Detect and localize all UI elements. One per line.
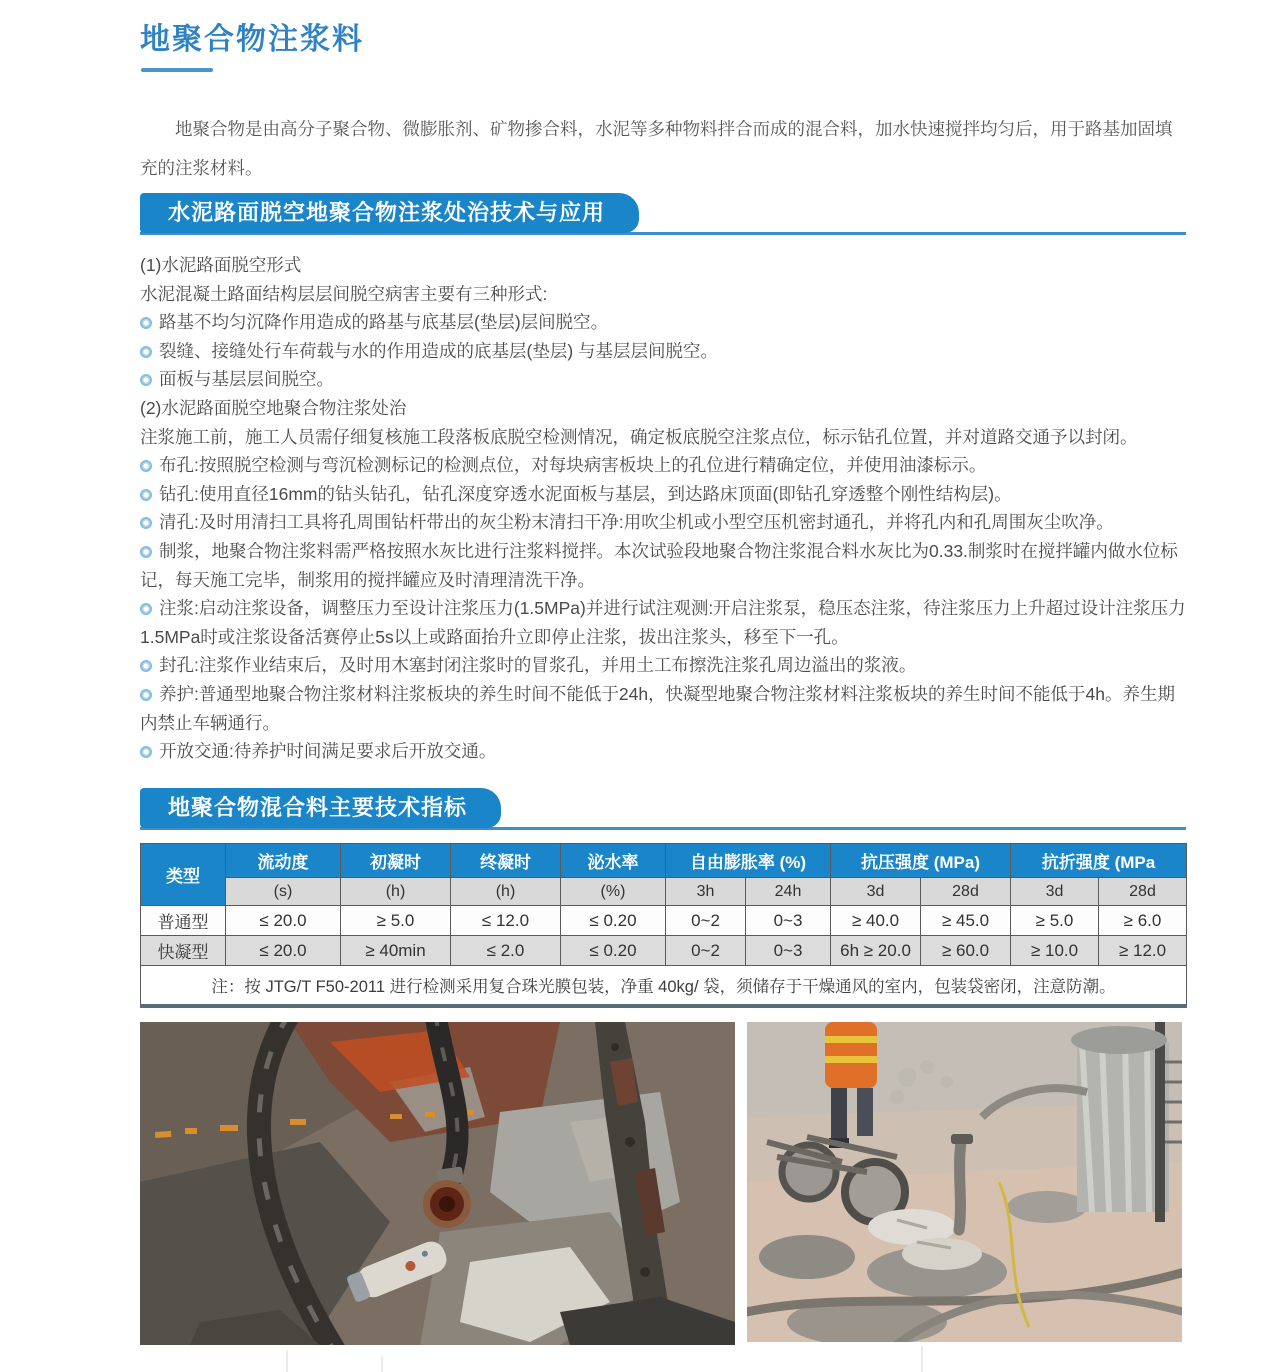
bullet-ring-icon xyxy=(140,746,152,758)
grouting-site-photo xyxy=(747,1022,1182,1342)
intro-paragraph: 地聚合物是由高分子聚合物、微膨胀剂、矿物掺合料，水泥等多种物料拌合而成的混合料，加水快速搅拌均匀后，用于路基加固填充的注浆材料。 xyxy=(140,119,1173,178)
bullet-ring-icon xyxy=(140,346,152,358)
col-header-type: 类型 xyxy=(141,844,226,906)
cell: ≥ 5.0 xyxy=(341,906,451,936)
bullet-ring-icon xyxy=(140,660,152,672)
cell: 0~3 xyxy=(746,906,831,936)
sub-header-age: 24h xyxy=(746,878,831,906)
sub-header-age: 3d xyxy=(1011,878,1099,906)
row-label: 快凝型 xyxy=(141,936,226,966)
cell: ≥ 45.0 xyxy=(921,906,1011,936)
cell: ≤ 0.20 xyxy=(561,906,666,936)
table-note: 注：按 JTG/T F50-2011 进行检测采用复合珠光膜包装，净重 40kg/ 袋，须储存于干燥通风的室内，包装袋密闭，注意防潮。 xyxy=(141,966,1187,1006)
scan-artifact-line xyxy=(921,1346,923,1372)
col-header-final-set: 终凝时 xyxy=(451,844,561,878)
section-banner-specs xyxy=(140,788,1186,830)
sub-header-unit: (%) xyxy=(561,878,666,906)
process-line xyxy=(140,594,1186,651)
process-line-text: 布孔:按照脱空检测与弯沉检测标记的检测点位，对每块病害板块上的孔位进行精确定位，并使用油漆标示。 xyxy=(159,455,987,476)
col-header-flexural: 抗折强度 (MPa xyxy=(1011,844,1187,878)
process-line xyxy=(140,251,1186,280)
bullet-ring-icon xyxy=(140,546,152,558)
process-line-text: 开放交通:待养护时间满足要求后开放交通。 xyxy=(159,741,497,762)
cell: ≥ 60.0 xyxy=(921,936,1011,966)
bullet-ring-icon xyxy=(140,460,152,472)
bullet-ring-icon xyxy=(140,517,152,529)
process-line xyxy=(140,337,1186,366)
sub-header-age: 3d xyxy=(831,878,921,906)
process-line xyxy=(140,280,1186,309)
process-line xyxy=(140,394,1186,423)
scan-artifact-line xyxy=(286,1350,288,1372)
sub-header-age: 3h xyxy=(666,878,746,906)
table-row-normal-type xyxy=(141,906,1187,936)
sub-header-unit: (s) xyxy=(226,878,341,906)
section-banner-process-label: 水泥路面脱空地聚合物注浆处治技术与应用 xyxy=(140,193,639,233)
process-line-text: 钻孔:使用直径16mm的钻头钻孔，钻孔深度穿透水泥面板与基层，到达路床顶面(即钻孔穿透整个刚性结构层)。 xyxy=(159,483,1012,504)
process-line-text: 封孔:注浆作业结束后，及时用木塞封闭注浆时的冒浆孔，并用土工布擦洗注浆孔周边溢出的浆液。 xyxy=(159,655,917,676)
cell: 0~3 xyxy=(746,936,831,966)
row-label: 普通型 xyxy=(141,906,226,936)
page-title: 地聚合物注浆料 xyxy=(140,23,364,56)
cell: 0~2 xyxy=(666,906,746,936)
spec-table xyxy=(140,843,1187,1008)
col-header-fluidity: 流动度 xyxy=(226,844,341,878)
process-line-text: 裂缝、接缝处行车荷载与水的作用造成的底基层(垫层) 与基层层间脱空。 xyxy=(159,340,719,361)
process-line-text: 清孔:及时用清扫工具将孔周围钻杆带出的灰尘粉末清扫干净:用吹尘机或小型空压机密封通孔，并将孔内和孔周围灰尘吹净。 xyxy=(159,512,1114,533)
process-line-text: 路基不均匀沉降作用造成的路基与底基层(垫层)层间脱空。 xyxy=(159,312,609,333)
col-header-initial-set: 初凝时 xyxy=(341,844,451,878)
process-line-text: 注浆施工前，施工人员需仔细复核施工段落板底脱空检测情况，确定板底脱空注浆点位，标示钻孔位置，并对道路交通予以封闭。 xyxy=(140,426,1138,447)
process-line xyxy=(140,451,1186,480)
process-line xyxy=(140,537,1186,594)
bullet-ring-icon xyxy=(140,489,152,501)
spec-table-container xyxy=(140,843,1186,1008)
cell: ≤ 2.0 xyxy=(451,936,561,966)
sub-header-age: 28d xyxy=(1099,878,1187,906)
process-line-text: 养护:普通型地聚合物注浆材料注浆板块的养生时间不能低于24h，快凝型地聚合物注浆材料注浆板块的养生时间不能低于4h。养生期内禁止车辆通行。 xyxy=(140,683,1176,733)
process-line-text: 制浆，地聚合物注浆料需严格按照水灰比进行注浆料搅拌。本次试验段地聚合物注浆混合料水灰比为0.33.制浆时在搅拌罐内做水位标记，每天施工完毕，制浆用的搅拌罐应及时清理清洗干净。 xyxy=(140,540,1178,590)
cell: ≥ 10.0 xyxy=(1011,936,1099,966)
process-line-text: (1)水泥路面脱空形式 xyxy=(140,255,302,275)
cell: ≥ 40min xyxy=(341,936,451,966)
title-underline xyxy=(141,68,213,72)
process-line xyxy=(140,365,1186,394)
section-banner-process xyxy=(140,193,1186,235)
section-banner-specs-label: 地聚合物混合料主要技术指标 xyxy=(140,788,501,828)
process-line xyxy=(140,308,1186,337)
table-note-row xyxy=(141,966,1187,1006)
col-header-bleeding: 泌水率 xyxy=(561,844,666,878)
process-line-text: 面板与基层层间脱空。 xyxy=(159,369,334,390)
process-line-text: 水泥混凝土路面结构层层间脱空病害主要有三种形式: xyxy=(140,283,548,304)
process-line xyxy=(140,651,1186,680)
cell: ≤ 12.0 xyxy=(451,906,561,936)
col-header-compressive: 抗压强度 (MPa) xyxy=(831,844,1011,878)
process-line xyxy=(140,480,1186,509)
process-line xyxy=(140,737,1186,766)
cell: ≤ 20.0 xyxy=(226,936,341,966)
cell: ≥ 5.0 xyxy=(1011,906,1099,936)
bullet-ring-icon xyxy=(140,603,152,615)
scan-artifact-line xyxy=(381,1356,383,1372)
process-line xyxy=(140,508,1186,537)
process-text-block xyxy=(140,251,1186,766)
process-line xyxy=(140,680,1186,737)
process-line-text: 注浆:启动注浆设备，调整压力至设计注浆压力(1.5MPa)并进行试注观测:开启注浆泵，稳压态注浆，待注浆压力上升超过设计注浆压力1.5MPa时或注浆设备活赛停止5s以上或路面抬升立即停止注浆，拔出注浆头，移至下一孔。 xyxy=(140,598,1186,647)
process-line-text: (2)水泥路面脱空地聚合物注浆处治 xyxy=(140,397,407,418)
bullet-ring-icon xyxy=(140,689,152,701)
cell: ≤ 20.0 xyxy=(226,906,341,936)
cell: ≥ 40.0 xyxy=(831,906,921,936)
col-header-free-expansion: 自由膨胀率 (%) xyxy=(666,844,831,878)
cell: ≥ 12.0 xyxy=(1099,936,1187,966)
cell: 0~2 xyxy=(666,936,746,966)
cell: ≥ 6.0 xyxy=(1099,906,1187,936)
sub-header-age: 28d xyxy=(921,878,1011,906)
cell: 6h ≥ 20.0 xyxy=(831,936,921,966)
cell: ≤ 0.20 xyxy=(561,936,666,966)
sub-header-unit: (h) xyxy=(451,878,561,906)
table-row-rapid-type xyxy=(141,936,1187,966)
process-line xyxy=(140,423,1186,452)
sub-header-unit: (h) xyxy=(341,878,451,906)
grouting-hole-photo xyxy=(140,1022,735,1345)
bullet-ring-icon xyxy=(140,317,152,329)
bullet-ring-icon xyxy=(140,374,152,386)
